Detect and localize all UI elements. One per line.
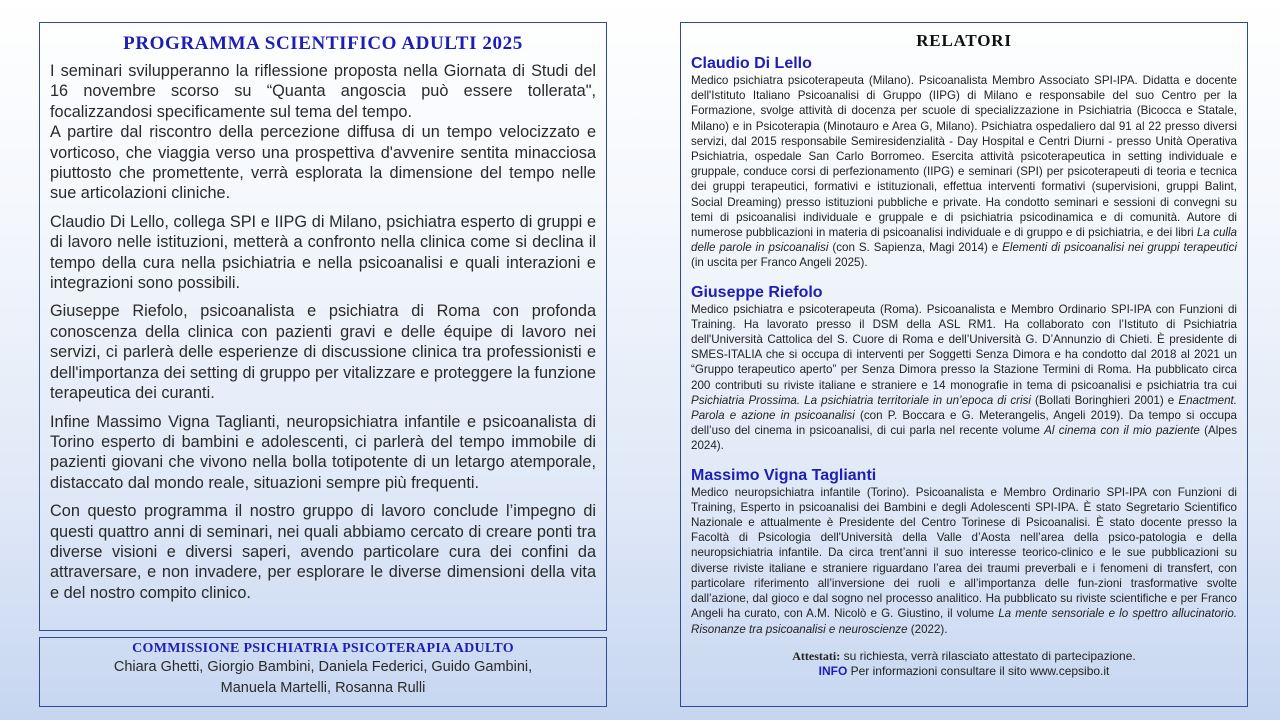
speakers-title: RELATORI <box>916 31 1012 50</box>
attestati-note: Attestati: su richiesta, verrà rilasciato attestato di partecipazione. <box>792 648 1136 663</box>
program-paragraph-2: A partire dal riscontro della percezione diffusa di un tempo velocizzato e vorticoso, che viaggia verso una prospettiva d'avvenire sentita minacciosa piuttosto che promettente, verrà esplorata la dimensione del tempo nelle sue articolazioni cliniche. <box>50 123 596 203</box>
speaker-name: Massimo Vigna Taglianti <box>691 466 877 484</box>
commission-members-line-1: Chiara Ghetti, Giorgio Bambini, Daniela Federici, Guido Gambini, <box>113 659 533 675</box>
info-website-text: Per informazioni consultare il sito www.cepsibo.it <box>847 664 1110 679</box>
program-paragraph-1: I seminari svilupperanno la riflessione proposta nella Giornata di Studi del 16 novembre scorso su “Quanta angoscia può essere tollerata", focalizzandosi specificamente sul tema del tempo. <box>50 62 596 121</box>
speaker-bio: Medico psichiatra e psicoterapeuta (Roma). Psicoanalista e Membro Ordinario SPI-IPA con Funzioni di Training. Ha lavorato presso il DSM della ASL RM1. Ha collaborato con l’Istituto di Psichiatria dell'Università Cattolica del S. Cuore di Roma e dell’Università G. D’Annunzio di Chieti. È presidente di SMES-ITALIA che si occupa di interventi per Soggetti Senza Dimora e ha condotto dal 2018 al 2021 un “Gruppo terapeutico aperto” per Senza Dimora presso la Stazione Termini di Roma. Ha pubblicato circa 200 contributi su riviste italiane e straniere e 14 monografie in tema di psicoanalisi e psichiatria tra cui Psichiatria Prossima. La psichiatria territoriale in un’epoca di crisi (Bollati Boringhieri 2001) e Enactment. Parola e azione in psicoanalisi (con P. Boccara e G. Meterangelis, Angeli 2019). Da tempo si occupa dell’uso del cinema in psicoanalisi, di cui parla nel recente volume Al cinema con il mio paziente (Alpes 2024). <box>691 302 1238 453</box>
commission-panel <box>39 637 607 707</box>
attestati-label: Attestati: <box>792 648 841 663</box>
commission-members-line-2: Manuela Martelli, Rosanna Rulli <box>220 680 426 696</box>
footer-notes <box>691 649 1237 680</box>
program-paragraph-3: Claudio Di Lello, collega SPI e IIPG di Milano, psichiatra esperto di gruppi e di lavoro nelle istituzioni, metterà a confronto nella clinica come si declina il tempo della cura nella psichiatria e nella psicoanalisi e quali interazioni e integrazioni sono possibili. <box>50 212 596 293</box>
program-paragraph-4: Giuseppe Riefolo, psicoanalista e psichiatra di Roma con profonda conoscenza della clinica con pazienti gravi e delle équipe di lavoro nei servizi, ci parlerà delle esperienze di discussione clinica tra professionisti e dell'importanza dei setting di gruppo per vitalizzare e proteggere la funzione terapeutica dei curanti. <box>50 302 596 403</box>
book-title: Enactment. Parola e azione in psicoanalisi <box>691 393 1237 423</box>
speaker-name: Claudio Di Lello <box>691 55 812 72</box>
speaker-bio: Medico psichiatra psicoterapeuta (Milano). Psicoanalista Membro Associato SPI-IPA. Didatta e docente dell'Istituto Italiano Psicoanalisi di Gruppo (IIPG) di Milano e responsabile del suo Centro per la Formazione, svolge attività di docenza per scuole di specializzazione in Psichiatria (Bicocca e Statale, Milano) e in Psicoterapia (Minotauro e Area G, Milano). Psichiatra ospedaliero dal 91 al 22 presso diversi servizi, dal 2015 responsabile Semiresidenzialità - Day Hospital e Centri Diurni - presso Unità Operativa Psichiatria, ospedale San Carlo Borromeo. Esercita attività psicoterapeutica in setting individuale e gruppale, conduce corsi di perfezionamento (IIPG) e seminari (SPI) per psicoterapeuti di teoria e tecnica dei gruppi terapeutici, formativi e istituzionali, effettua interventi formativi (supervisioni, gruppi Balint, Social Dreaming) presso istituzioni pubbliche e private. Ha condotto seminari e sessioni di convegni su temi di psicoanalisi individuale e gruppale e di psichiatria psicodinamica e di comunità. Autore di numerose pubblicazioni in materia di psicoanalisi individuale e di gruppo e di psichiatria, e dei libri La culla delle parole in psicoanalisi (con S. Sapienza, Magi 2014) e Elementi di psicoanalisi nei gruppi terapeutici (in uscita per Franco Angeli 2025). <box>691 74 1238 270</box>
book-title: Elementi di psicoanalisi nei gruppi terapeutici <box>1002 241 1237 255</box>
speakers-panel <box>680 22 1248 707</box>
book-title: Al cinema con il mio paziente <box>1044 424 1200 438</box>
commission-title: COMMISSIONE PSICHIATRIA PSICOTERAPIA ADULTO <box>132 641 514 656</box>
book-title: Psichiatria Prossima. La psichiatria territoriale in un’epoca di crisi <box>691 393 1031 407</box>
book-title: La culla delle parole in psicoanalisi <box>691 226 1238 255</box>
book-title: La mente sensoriale e lo spettro allucinatorio. Risonanze tra psicoanalisi e neuroscienze <box>691 607 1237 636</box>
program-panel <box>39 22 607 631</box>
program-paragraph-6: Con questo programma il nostro gruppo di lavoro conclude l’impegno di questi quattro anni di seminari, nei quali abbiamo cercato di creare ponti tra diverse visioni e diversi saperi, avendo particolare cura dei confini da attraversare, e non invadere, per esplorare le diverse dimensioni della vita e del nostro compito clinico. <box>50 502 596 602</box>
speaker-bio: Medico neuropsichiatra infantile (Torino). Psicoanalista e Membro Ordinario SPI-IPA con Funzioni di Training, Esperto in psicoanalisi dei Bambini e degli Adolescenti SPI-IPA. È stato Segretario Scientifico Nazionale e attualmente è Presidente del Centro Torinese di Psicoanalisi. È stato docente presso la Facoltà di Psicologia dell'Università della Valle d’Aosta nell’area della psico-patologia e della neuropsichiatria infantile. Da circa trent’anni il suo interesse teorico-clinico e le sue pubblicazioni su diverse riviste italiane e straniere riguardano l’area dei traumi preverbali e i fenomeni di transfert, con particolare riferimento all’inversione dei ruoli e all’importanza delle fun-zioni trasformative svolte dall’azione, dal gioco e dal sogno nel processo analitico. Ha pubblicato su riviste scientifiche e per Franco Angeli ha curato, con A.M. Nicolò e G. Giustino, il volume La mente sensoriale e lo spettro allucinatorio. Risonanze tra psicoanalisi e neuroscienze (2022). <box>691 485 1237 636</box>
program-paragraph-5: Infine Massimo Vigna Taglianti, neuropsichiatra infantile e psicoanalista di Torino esperto di bambini e adolescenti, ci parlerà del tempo immobile di pazienti giovani che vivono nella bolla totipotente di un letargo atemporale, distaccato dal mondo reale, situazioni sempre più frequenti. <box>50 412 596 492</box>
speaker-name: Giuseppe Riefolo <box>691 283 823 301</box>
program-title: PROGRAMMA SCIENTIFICO ADULTI 2025 <box>123 33 523 54</box>
info-note <box>691 664 1237 680</box>
info-label: INFO <box>818 664 848 679</box>
